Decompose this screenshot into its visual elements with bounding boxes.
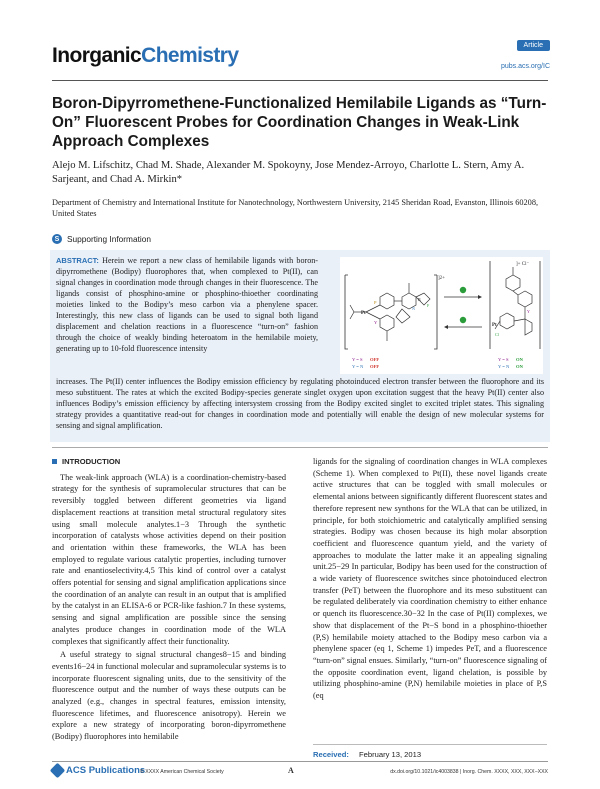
left-y-atom: Y bbox=[374, 320, 378, 325]
right-charge: ]+ Cl⁻ bbox=[516, 262, 530, 267]
abstract-panel bbox=[50, 250, 550, 442]
page-footer bbox=[52, 765, 548, 779]
chloride-add-marker bbox=[460, 287, 466, 293]
header-divider bbox=[52, 80, 548, 81]
abstract-divider bbox=[52, 447, 548, 448]
toc-label-y-s-right: Y = S bbox=[498, 357, 509, 362]
abstract-text-full: increases. The Pt(II) center influences the Bodipy emission efficiency by regulating photoinduced electron transfer between the fluorophore and its meso substituent. The rates at which the excited Bodipy-species generate singlet oxygen upon excitation suggest that the heavy Pt(II) center also influences Bodipy’s emission efficiency by affecting intersystem crossing from the Bodipy excited singlet to excited triplet states. This signaling strategy provides a quantitative read-out for changes in coordination mode and potentially will enable the design of new molecular systems for sensing and signal amplification. bbox=[56, 377, 544, 430]
intro-paragraph-3: ligands for the signaling of coordination changes in WLA complexes (Scheme 1). When complexed to Pt(II), these novel ligands create active structures that can be toggled with small molecules or elemental anions between significantly different fluorescent states and therefore represent new synthons for the WLA that can be utilized, in principle, for both stoichiometric and catalytically amplified sensing strategies. Bodipy was chosen because its high molar absorption coefficient and fluorescence quantum yield, and the variety of approaches to modulate the latter make it an appealing signaling unit.25−29 In particular, Bodipy has been used for the construction of a wide variety of fluorescence switches since photoinduced electron transfer (PeT) between the fluorophore and its meso substituent can be regulated deliberately via coordination chemistry to either enhance or quench its fluorescence.30−32 In the case of Pt(II) complexes, we show that displacement of the Pt−S bond in a phosphino-thioether (P,S) hemilabile moiety attached to the Bodipy meso carbon via a phenylene spacer (eq 1, Scheme 1) impedes PeT, and a fluorescence “turn-on” signal ensues. Similarly, “turn-on” fluorescence signaling of the opposite coordination event, ligand chelation, is possible by utilizing phosphino-amine (P,N) hemilabile moieties in place of P,S (eq bbox=[313, 457, 547, 701]
bracket-left-close bbox=[434, 275, 437, 349]
toc-label-on-2: ON bbox=[516, 364, 523, 369]
doi-link[interactable]: dx.doi.org/10.1021/ic4003838 | Inorg. Chem. XXXX, XXX, XXX−XXX bbox=[390, 769, 548, 775]
intro-paragraph-2: A useful strategy to signal structural changes8−15 and binding events16−24 in functional molecular and supramolecular systems is to incorporate fluorescent signaling units, due to the sensitivity of the fluorescence output and the number of ways these outputs can be analyzed (e.g., changes in spectral features, emission intensity, fluorescence lifetimes, and fluorescence anisotropy). Herein we explore a new strategy of incorporating boron-dipyrromethene (Bodipy) fluorophores into hemilabile bbox=[52, 650, 286, 742]
toc-label-y-n-right: Y = N bbox=[498, 364, 510, 369]
journal-name-part1: Inorganic bbox=[52, 44, 142, 67]
supporting-info-icon: S bbox=[52, 234, 62, 244]
toc-graphic bbox=[340, 257, 543, 374]
right-cl-atom: Cl bbox=[495, 332, 499, 337]
abstract-text-narrow bbox=[56, 255, 318, 354]
left-n-atom: N bbox=[412, 306, 415, 311]
copyright-notice: © XXXX American Chemical Society bbox=[140, 769, 224, 775]
toc-label-y-n-left: Y = N bbox=[352, 364, 364, 369]
received-date-box bbox=[313, 744, 547, 759]
received-date: February 13, 2013 bbox=[359, 750, 422, 759]
abstract-label: ABSTRACT: bbox=[56, 256, 99, 265]
journal-logo[interactable] bbox=[52, 42, 238, 70]
arrowhead-reverse bbox=[444, 325, 448, 329]
left-charge: ]2+ bbox=[438, 276, 445, 281]
publisher-name: ACS Publications bbox=[66, 765, 146, 776]
left-p-atom: P bbox=[374, 300, 377, 305]
journal-name-part2: Chemistry bbox=[141, 44, 239, 67]
section-square-icon bbox=[52, 459, 57, 464]
arrowhead-forward bbox=[478, 295, 482, 299]
intro-paragraph-1: The weak-link approach (WLA) is a coordination-chemistry-based strategy for the synthesis of supramolecular structures that can be reversibly toggled between different geometries via ligand displacement reactions at transition metal structural regulatory sites using small molecule analytes.1−3 Through the synthetic incorporation of catalysts whose activities depend on their position and orientation within these frameworks, the WLA has been employed to regulate various catalytic properties, including turnover rate and enantioselectivity.4,5 This kind of control over a catalyst offers potential for sensing and signal amplification applications since the coordination of an analyte can result in an output that is amplified by the catalyst in an ELISA-6 or PCR-like fashion.7 In these systems, sensing and signal amplification are possible since the sensing analytes produce changes in coordination mode of the WLA complexes that significantly affect their functionality. bbox=[52, 472, 286, 646]
received-label: Received: bbox=[313, 750, 349, 759]
supporting-info-link[interactable] bbox=[52, 234, 151, 244]
article-type-badge: Article bbox=[517, 40, 550, 51]
journal-masthead bbox=[52, 42, 552, 70]
toc-label-on-1: ON bbox=[516, 357, 523, 362]
toc-label-y-s-left: Y = S bbox=[352, 357, 363, 362]
author-affiliation: Department of Chemistry and International Institute for Nanotechnology, Northwestern University, 2145 Sheridan Road, Evanston, Illinois 60208, United States bbox=[52, 198, 539, 218]
footer-divider bbox=[52, 761, 548, 762]
right-pt-atom: Pt bbox=[492, 323, 497, 328]
body-column-right bbox=[313, 456, 547, 704]
journal-url-link[interactable]: pubs.acs.org/IC bbox=[500, 63, 550, 70]
chloride-remove-marker bbox=[460, 317, 466, 323]
supporting-info-label: Supporting Information bbox=[67, 234, 151, 244]
acs-hexagon-icon bbox=[50, 763, 66, 779]
toc-label-off-2: OFF bbox=[370, 364, 380, 369]
left-f-atom: F bbox=[427, 303, 430, 308]
acs-logo[interactable] bbox=[52, 765, 145, 776]
introduction-heading bbox=[52, 456, 286, 468]
bracket-left-open bbox=[345, 275, 348, 349]
author-list: Alejo M. Lifschitz, Chad M. Shade, Alexander M. Spokoyny, Jose Mendez-Arroyo, Charlotte L. Stern, Amy A. Sarjeant, and Chad A. Mirkin* bbox=[52, 160, 525, 185]
right-complex-structure bbox=[495, 267, 532, 335]
section-heading-text: INTRODUCTION bbox=[62, 457, 121, 466]
right-y-atom: Y bbox=[527, 309, 530, 314]
body-column-left bbox=[52, 456, 286, 745]
toc-label-off-1: OFF bbox=[370, 357, 380, 362]
abstract-body-start: Herein we report a new class of hemilabile ligands with boron-dipyrromethene (Bodipy) fluorophores that, when complexed to Pt(II), can signal changes in coordination mode through changes in their fluorescence. The ligands consist of phosphino-amine or phosphino-thioether coordinating moieties linked to the Bodipy’s meso carbon via a phenylene spacer. Interestingly, this new class of ligands can be used to signal both ligand displacement and chelation reactions in a fluorescence “turn-on” fashion through the choice of weakly binding heteroatom in the hemilabile moiety, generating up to 10-fold fluorescence intensity bbox=[56, 256, 318, 353]
left-pt-atom: Pt bbox=[361, 311, 366, 316]
article-title: Boron-Dipyrromethene-Functionalized Hemilabile Ligands as “Turn-On” Fluorescent Probes for Coordination Changes in Weak-Link Approach Complexes bbox=[52, 95, 547, 150]
page-number: A bbox=[288, 766, 294, 775]
left-b-atom: B bbox=[418, 297, 421, 302]
